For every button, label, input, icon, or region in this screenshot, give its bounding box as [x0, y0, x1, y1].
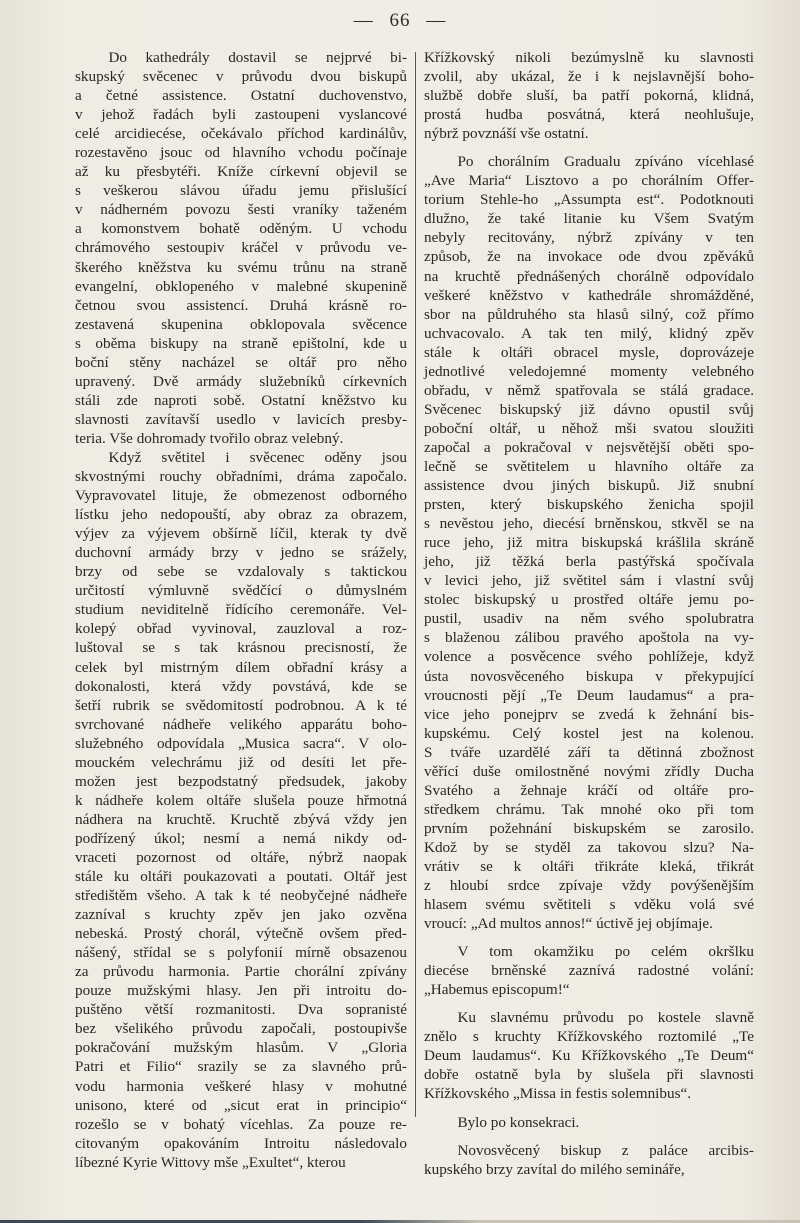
- text-line: na kruchtě přednášených chorálně odpovídalo: [424, 267, 754, 285]
- text-line: zestavená skupenina obklopovala svěcence: [75, 315, 407, 333]
- text-line: četnou svou assistencí. Druhá krásně ro-: [75, 296, 407, 314]
- text-line: způsob, že na invokace ode dvou zpěváků: [424, 248, 754, 266]
- text-line: vice jeho ponejprv se zvedá k žehnání bis-: [424, 705, 754, 723]
- text-line: duchovní armády brzy v jedno se srážely,: [75, 544, 407, 562]
- text-line: Po chorálním Gradualu zpíváno vícehlasé: [457, 153, 754, 171]
- text-line: vraceti pozornost od oltáře, nýbrž naopak: [75, 848, 407, 866]
- text-line: započal a pokračoval v nejsvětější oběti spo-: [424, 438, 754, 456]
- text-line: chrámového sestoupiv kráčel v průvodu ve-: [75, 239, 407, 257]
- text-line: dlužno, že také litanie ku Všem Svatým: [424, 210, 754, 228]
- text-line: teria. Vše dohromady tvořilo obraz velebný.: [75, 429, 344, 447]
- text-line: nebeská. Prostý chorál, výtečně ovšem před-: [75, 925, 407, 943]
- text-line: Vypravovatel lituje, že obmezenost odborného: [75, 487, 407, 505]
- text-line: upravený. Dvě armády služebníků církevních: [75, 372, 407, 390]
- text-line: vrátiv se k oltáři třikráte kleká, třikrát: [424, 857, 754, 875]
- text-line: středkem chrámu. Tak mnohé oko při tom: [424, 800, 754, 818]
- text-line: vroucnosti pějí „Te Deum laudamus“ a pra-: [424, 686, 754, 704]
- text-line: nebyly recitovány, nýbrž zpívány v ten: [424, 229, 754, 247]
- text-line: Ku slavnému průvodu po kostele slavně: [457, 1009, 754, 1027]
- text-line: kupskému. Celý kostel jest na kolenou.: [424, 724, 754, 742]
- text-line: Křížkovského „Missa in festis solemnibus“.: [424, 1085, 692, 1103]
- text-line: středištěm všeho. A tak k té neobyčejné nádheře: [75, 887, 407, 905]
- text-line: za průvodu harmonia. Partie chorální zpívány: [75, 963, 407, 981]
- text-line: rozešlo se v bohatý vícehlas. Za pouze re-: [75, 1115, 407, 1133]
- text-line: puštěno větší rozmanitosti. Dva sopranisté: [75, 1001, 407, 1019]
- paragraph: [75, 448, 407, 1172]
- text-line: S tváře uzardělé září ta dětinná zbožnost: [424, 743, 754, 761]
- text-line: luštoval se s tak krásnou precisností, že: [75, 639, 407, 657]
- text-line: Bylo po konsekraci.: [457, 1113, 580, 1131]
- text-line: vroucí: „Ad multos annos!“ úctivě jej objímaje.: [424, 915, 713, 933]
- paragraph: [75, 48, 407, 448]
- text-line: Do kathedrály dostavil se nejprvé bi-: [108, 49, 407, 66]
- text-line: unisono, které od „sicut erat in principio“: [75, 1096, 407, 1114]
- text-line: diecése brněnské zaznívá radostné volání:: [424, 962, 754, 980]
- text-line: zvolil, aby ukázal, že i k nejslavnější boho-: [424, 68, 754, 86]
- text-line: stolec biskupský u prostřed oltáře jemu po-: [424, 591, 754, 609]
- text-line: stále k oltáři obracel mysle, doprovázeje: [424, 343, 754, 361]
- text-line: v nádherném povozu šesti vraníky taženém: [75, 201, 407, 219]
- text-line: líbezné Kyrie Wittovy mše „Exultet“, kterou: [75, 1153, 346, 1171]
- text-line: k nádheře kolem oltáře slušela pouze hřmotná: [75, 791, 407, 809]
- text-line: služebného odpovídala „Musica sacra“. V olo-: [75, 734, 407, 752]
- text-line: Když světitel i svěcenec oděny jsou: [108, 448, 407, 466]
- text-line: pouze mužskými hlasy. Jen při introitu do-: [75, 982, 407, 1000]
- text-line: z hloubí srdce zpívaje vždy povýšenějším: [424, 877, 754, 895]
- text-line: V tom okamžiku po celém okršlku: [457, 943, 754, 961]
- column-divider: [415, 52, 416, 1117]
- text-line: věřící duše omilostněné novými zřídly Ducha: [424, 762, 754, 780]
- text-line: celek byl mistrným dílem obřadní krásy a: [75, 658, 407, 676]
- text-line: nádhera na kruchtě. Kruchtě zbývá vždy jen: [75, 810, 407, 828]
- text-line: Patri et Filio“ srazily se za slavného prů-: [75, 1058, 407, 1076]
- text-line: torium Stehle-ho „Assumpta est“. Podotknouti: [424, 191, 754, 209]
- text-line: stáli zde naproti sobě. Ostatní kněžstvo ku: [75, 391, 407, 409]
- text-line: bez všelikého průvodu započali, postoupivše: [75, 1020, 407, 1038]
- text-line: skupský svěcenec v průvodu dvou biskupů: [75, 68, 407, 86]
- text-line: Novosvěcený biskup z paláce arcibis-: [457, 1141, 754, 1159]
- text-line: prsten, který biskupského ženicha spojil: [424, 496, 754, 514]
- text-line: v jehož řadách byli zastoupeni vyslancové: [75, 106, 407, 124]
- text-line: jednotlivé veledojemné momenty velebného: [424, 362, 754, 380]
- text-line: Křížkovský nikoli bezúmyslně ku slavnosti: [424, 49, 754, 66]
- text-line: lístku jeho nedopouští, aby obraz za obrazem,: [75, 506, 407, 524]
- text-line: boční stěny nacházel se oltář pro něho: [75, 353, 407, 371]
- text-line: pokračování mužským hlasům. V „Gloria: [75, 1039, 407, 1057]
- text-line: a četné assistence. Ostatní duchovenstvo,: [75, 87, 407, 105]
- paragraph: [424, 48, 754, 143]
- text-line: prostá hudba posvátná, která neohlušuje,: [424, 106, 754, 124]
- text-line: znělo s kruchty Křížkovského roztomilé „Te: [424, 1028, 754, 1046]
- text-line: výjev za výjevem obšírně líčil, kterak ty dvě: [75, 525, 407, 543]
- text-line: uchvacovalo. A tak ten milý, klidný zpěv: [424, 324, 754, 342]
- text-line: hlasem svému světiteli s vděku volá své: [424, 896, 754, 914]
- text-line: až ku přesbytéři. Kníže církevní objevil se: [75, 163, 407, 181]
- text-line: možen jest bezpodstatný předsudek, jakoby: [75, 772, 407, 790]
- text-line: kolepý obřad vyvinoval, zauzloval a roz-: [75, 620, 407, 638]
- text-line: stále ku oltáři poukazovati a poutati. Oltář jest: [75, 868, 407, 886]
- text-line: celé arcidiecése, očekávalo příchod kardinálův,: [75, 125, 407, 143]
- text-line: evangelní, obklopeného v malebné skupenině: [75, 277, 407, 295]
- text-line: obřadu, v němž spatřovala se stálá gradace.: [424, 381, 754, 399]
- text-line: dokonalosti, která vždy povstává, kde se: [75, 677, 407, 695]
- text-line: lečně se světitelem u hlavního oltáře za: [424, 457, 754, 475]
- text-line: Kdož by se styděl za takovou slzu? Na-: [424, 838, 754, 856]
- text-line: s veškerou slávou úřadu jemu přislušící: [75, 182, 407, 200]
- text-line: svrchované nádheře velikého apparátu boho-: [75, 715, 407, 733]
- text-line: nášený, střídal se s polyfonií mírně obsazenou: [75, 944, 407, 962]
- text-line: Svěcenec biskupský již dávno opustil svůj: [424, 400, 754, 418]
- left-column: [75, 48, 407, 1172]
- text-line: pustil, usadiv na něm svého spolubratra: [424, 610, 754, 628]
- text-line: nýbrž povznáší vše ostatní.: [424, 125, 589, 143]
- text-line: brzy od sebe se vzdalovaly s taktickou: [75, 563, 407, 581]
- text-line: s nevěstou jeho, diecésí brněnskou, stkvěl se na: [424, 515, 754, 533]
- text-line: službě dobře sluší, ba patří pokorná, klidná,: [424, 87, 754, 105]
- text-line: mouckém velechrámu již od desíti let pře-: [75, 753, 407, 771]
- text-line: veškeré kněžstvo v kathedrále shromážděné,: [424, 286, 754, 304]
- header-dash-left: —: [353, 10, 374, 31]
- paragraph: [424, 152, 754, 933]
- text-line: volence a posvěcence svého pohlížeje, když: [424, 648, 754, 666]
- text-line: studium neviditelně řídícího ceremonáře. Vel-: [75, 601, 407, 619]
- text-line: ruce jeho, již mitra biskupská krášlila skráně: [424, 534, 754, 552]
- text-line: škerého kněžstva ku svému trůnu na straně: [75, 258, 407, 276]
- text-line: ústa novosvěceného biskupa v překypující: [424, 667, 754, 685]
- text-line: sbor na půldruhého sta hlasů silný, což přímo: [424, 305, 754, 323]
- text-line: assistence dvou jiných biskupů. Již snubní: [424, 477, 754, 495]
- text-line: rozestavěno jsouc od hlavního vchodu počínaje: [75, 144, 407, 162]
- text-line: podřízený úkol; nesmí a nemá nikdy od-: [75, 829, 407, 847]
- text-line: „Ave Maria“ Lisztovo a po chorálním Offer-: [424, 172, 754, 190]
- text-line: jeho, již těžká berla pastýřská spočívala: [424, 553, 754, 571]
- text-line: „Habemus episcopum!“: [424, 981, 570, 999]
- paragraph: [424, 1008, 754, 1103]
- page-header: [0, 10, 800, 32]
- text-line: dobře ostatně byla by slušela při slavnosti: [424, 1066, 754, 1084]
- text-line: slavnosti zavítavší usedlo v lavicích presby-: [75, 410, 407, 428]
- text-line: zazníval s kruchty zpěv jen jako ozvěna: [75, 906, 407, 924]
- right-column: [424, 48, 754, 1179]
- text-line: poboční oltář, u něhož mši svatou sloužiti: [424, 419, 754, 437]
- paragraph: [424, 1113, 754, 1132]
- text-line: prvním požehnání biskupském se zarosilo.: [424, 819, 754, 837]
- text-line: šetří rubrik se svědomitostí podrobnou. A k té: [75, 696, 407, 714]
- header-dash-right: —: [426, 10, 447, 31]
- paragraph: [424, 1141, 754, 1179]
- text-line: Svatého a žehnaje kráčí od oltáře pro-: [424, 781, 754, 799]
- paragraph: [424, 942, 754, 999]
- text-line: Deum laudamus“. Ku Křížkovského „Te Deum“: [424, 1047, 754, 1065]
- page-number: 66: [389, 10, 411, 31]
- text-line: s blaženou zálibou pravého apoštola na vy-: [424, 629, 754, 647]
- text-line: skvostnými rouchy obřadními, dráma započalo.: [75, 468, 407, 486]
- text-line: citovaným opakováním Introitu následovalo: [75, 1134, 407, 1152]
- text-line: s oběma biskupy na straně epištolní, kde u: [75, 334, 407, 352]
- text-line: a komonstvem bohatě oděným. U vchodu: [75, 220, 407, 238]
- text-line: určitostí výmluvně svědčící o důmyslném: [75, 582, 407, 600]
- text-line: kupského brzy zavítal do milého semináře,: [424, 1160, 685, 1178]
- text-line: vodu harmonia veškeré hlasy v mohutné: [75, 1077, 407, 1095]
- text-line: v levici jeho, již světitel sám i vlastní svůj: [424, 572, 754, 590]
